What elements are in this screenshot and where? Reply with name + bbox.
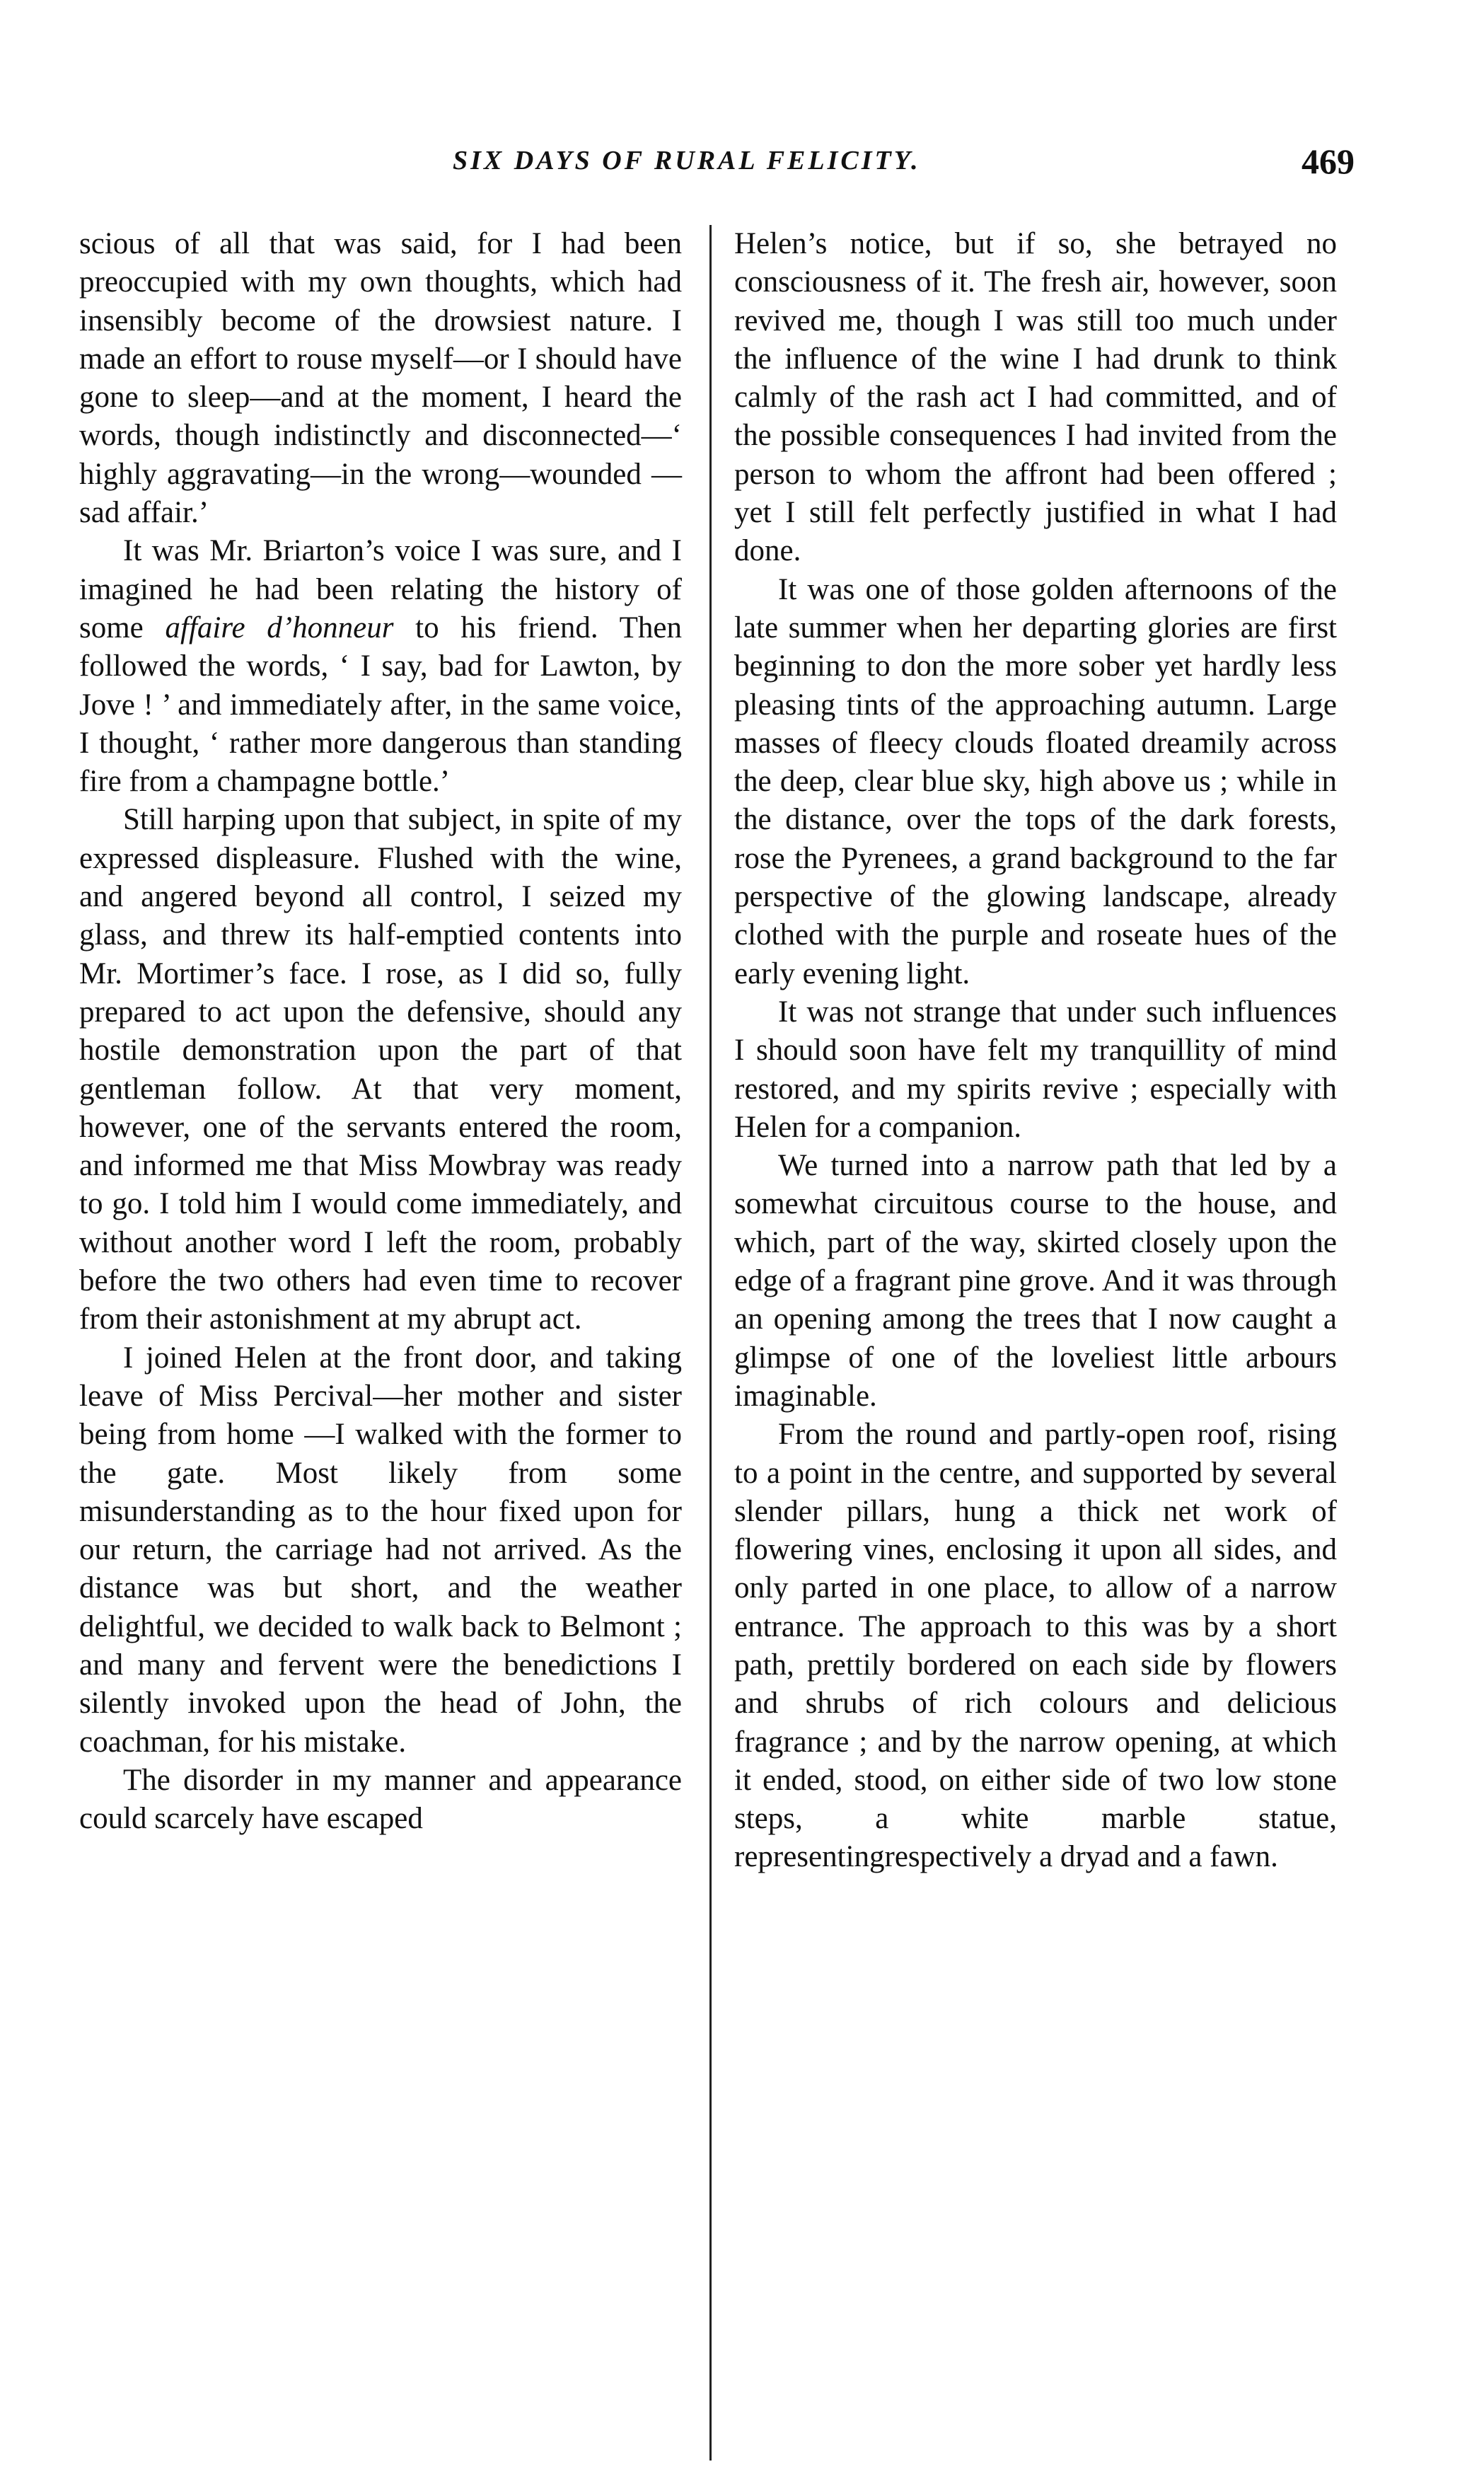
paragraph: From the round and partly-open roof, rising to a point in the centre, and supported by several slender pillars, hung a thick net work of flowering vines, enclosing it upon all sides, and only parted in one place, to allow of a narrow entrance. The approach to this was by a short path, prettily bordered on each side by flowers and shrubs of rich colours and delicious fragrance ; and by the narrow opening, at which it ended, stood, on either side of two low stone steps, a white marble statue, representingrespectively a dryad and a fawn.: [734, 1418, 1337, 1874]
left-column: [79, 225, 682, 1838]
right-column: [734, 225, 1337, 1877]
paragraph: [79, 532, 682, 801]
running-head: [0, 141, 1484, 195]
paragraph-text: It was Mr. Briarton’s voice I was sure, and I imagined he had been relating the history of some: [79, 534, 682, 644]
paragraph: We turned into a narrow path that led by a somewhat circuitous course to the house, and which, part of the way, skirted closely upon the edge of a fragrant pine grove. And it was through an opening among the trees that I now caught a glimpse of one of the loveliest little arbours imaginable.: [734, 1149, 1337, 1413]
running-title: SIX DAYS OF RURAL FELICITY.: [453, 146, 921, 175]
paragraph: Still harping upon that subject, in spite of my expressed displeasure. Flushed with the wine, and angered beyond all control, I seized my glass, and threw its half-emptied contents into Mr. Mortimer’s face. I rose, as I did so, fully prepared to act upon the defensive, should any hostile demonstration upon the part of that gentleman follow. At that very moment, however, one of the servants entered the room, and informed me that Miss Mowbray was ready to go. I told him I would come immediately, and without another word I left the room, probably before the two others had even time to recover from their astonishment at my abrupt act.: [79, 803, 682, 1336]
paragraph: It was one of those golden afternoons of the late summer when her departing glories are first beginning to don the more sober yet hardly less pleasing tints of the approaching autumn. Large masses of fleecy clouds floated dreamily across the deep, clear blue sky, high above us ; while in the distance, over the tops of the dark forests, rose the Pyrenees, a grand background to the far perspective of the glowing landscape, already clothed with the purple and roseate hues of the early evening light.: [734, 572, 1337, 990]
paragraph-text: to his friend. Then followed the words, ‘ I say, bad for Lawton, by Jove ! ’ and immediately after, in the same voice, I thought, ‘ rather more dangerous than standing fire from a champagne bottle.’: [79, 611, 682, 799]
page-number: 469: [1302, 141, 1355, 181]
paragraph: I joined Helen at the front door, and taking leave of Miss Percival—her mother and sister being from home —I walked with the former to the gate. Most likely from some misunderstanding as to the hour fixed upon for our return, the carriage had not arrived. As the distance was but short, and the weather delightful, we decided to walk back to Belmont ; and many and fervent were the benedictions I silently invoked upon the head of John, the coachman, for his mistake.: [79, 1341, 682, 1759]
paragraph: It was not strange that under such influences I should soon have felt my tranquillity of mind restored, and my spirits revive ; especially with Helen for a companion.: [734, 995, 1337, 1144]
paragraph: The disorder in my manner and appearance could scarcely have escaped: [79, 1763, 682, 1836]
paragraph: scious of all that was said, for I had been preoccupied with my own thoughts, which had insensibly become of the drowsiest nature. I made an effort to rouse myself—or I should have gone to sleep—and at the moment, I heard the words, though indistinctly and disconnected—‘ highly aggravating—in the wrong—wounded —sad affair.’: [79, 227, 682, 530]
paragraph: Helen’s notice, but if so, she betrayed no consciousness of it. The fresh air, however, soon revived me, though I was still too much under the influence of the wine I had drunk to think calmly of the rash act I had committed, and of the possible consequences I had invited from the person to whom the affront had been offered ; yet I still felt perfectly justified in what I had done.: [734, 227, 1337, 568]
column-divider: [709, 225, 712, 2461]
italic-phrase: affaire d’honneur: [165, 611, 394, 644]
